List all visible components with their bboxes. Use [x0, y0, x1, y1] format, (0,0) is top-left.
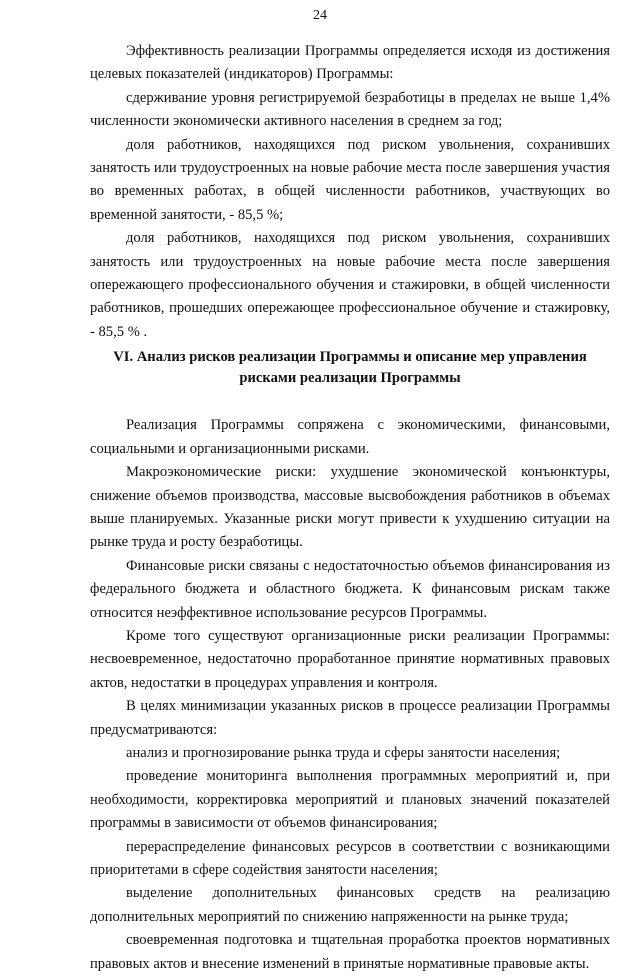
paragraph-organizational-risks: Кроме того существуют организационные риски реализации Программы: несвоевременное, недостаточно проработанное принятие нормативных правовых актов, недостатки в процедурах управления и контроля.: [90, 627, 610, 691]
paragraph-indicator-unemployment: сдерживание уровня регистрируемой безработицы в пределах не выше 1,4% численности экономически активного населения в среднем за год;: [90, 89, 610, 130]
paragraph-mitigation-intro: В целях минимизации указанных рисков в процессе реализации Программы предусматриваются:: [90, 698, 610, 738]
list-item-additional-funds: выделение дополнительных финансовых средств на реализацию дополнительных мероприятий по снижению напряженности на рынке труда;: [90, 885, 610, 925]
list-item-redistribution: перераспределение финансовых ресурсов в соответствии с возникающими приоритетами в сфере содействия занятости населения;: [90, 838, 610, 878]
list-item-monitoring: проведение мониторинга выполнения программных мероприятий и, при необходимости, корректировка мероприятий и плановых значений показателей программы в зависимости от объемов финансирования;: [90, 768, 610, 832]
section-heading-line-2: рисками реализации Программы: [239, 370, 461, 387]
paragraph-financial-risks: Финансовые риски связаны с недостаточностью объемов финансирования из федерального бюджета и областного бюджета. К финансовым рискам также относится неэффективное использование ресурсов Программы.: [90, 557, 610, 621]
section-heading: [90, 347, 610, 389]
list-item-analysis: анализ и прогнозирование рынка труда и сферы занятости населения;: [126, 744, 561, 761]
paragraph-effectiveness: Эффективность реализации Программы определяется исходя из достижения целевых показателей (индикаторов) Программы:: [90, 43, 610, 83]
section-heading-line-1: VI. Анализ рисков реализации Программы и описание мер управления: [113, 349, 587, 366]
list-item-legal-acts: своевременная подготовка и тщательная проработка проектов нормативных правовых актов и внесение изменений в принятые нормативные правовые акты.: [90, 932, 610, 972]
page-number: 24: [313, 8, 327, 23]
paragraph-risks-intro: Реализация Программы сопряжена с экономическими, финансовыми, социальными и организационными рисками.: [90, 417, 610, 457]
paragraph-indicator-training: доля работников, находящихся под риском увольнения, сохранивших занятость или трудоустроенных на новые рабочие места после завершения опережающего профессионального обучения и стажировки, в общей численности работников, прошедших опережающее профессиональное обучение и стажировку, - 85,5 % .: [90, 230, 610, 340]
paragraph-indicator-temporary-work: доля работников, находящихся под риском увольнения, сохранивших занятость или трудоустроенных на новые рабочие места после завершения участия во временных работах, в общей численности работников, участвующих во временной занятости, - 85,5 %;: [90, 136, 610, 223]
document-body: [90, 40, 610, 976]
paragraph-macroeconomic-risks: Макроэкономические риски: ухудшение экономической конъюнктуры, снижение объемов производства, массовые высвобождения работников в объемах выше планируемых. Указанные риски могут привести к ухудшению ситуации на рынке труда и росту безработицы.: [90, 464, 610, 551]
